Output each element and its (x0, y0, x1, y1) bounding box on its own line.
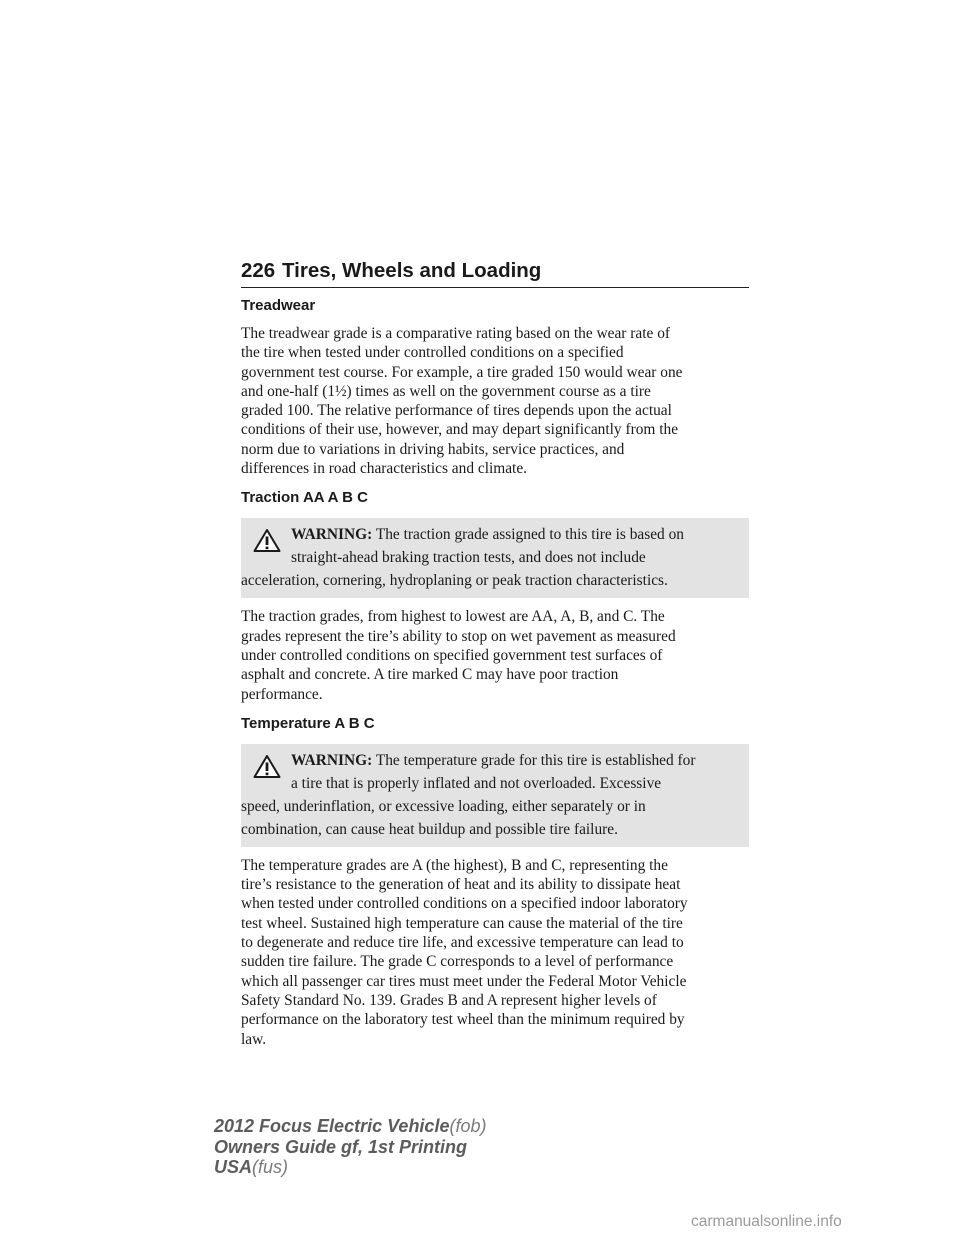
paragraph-line: graded 100. The relative performance of tires depends upon the actual (241, 402, 672, 420)
header-rule (241, 287, 749, 288)
temperature-heading: Temperature A B C (241, 714, 375, 732)
temperature-warning-box (241, 744, 749, 847)
warning-line: a tire that is properly inflated and not overloaded. Excessive (291, 774, 662, 792)
warning-line: acceleration, cornering, hydroplaning or peak traction characteristics. (241, 572, 668, 590)
paragraph-line: asphalt and concrete. A tire marked C may have poor traction (241, 666, 619, 684)
footer-line: Owners Guide gf, 1st Printing (214, 1136, 468, 1157)
section-title: Tires, Wheels and Loading (282, 259, 542, 282)
paragraph-line: law. (241, 1030, 267, 1048)
warning-label: WARNING: (291, 526, 373, 544)
traction-warning-box (241, 518, 749, 598)
paragraph-line: tire’s resistance to the generation of heat and its ability to dissipate heat (241, 876, 681, 894)
paragraph-line: government test course. For example, a tire graded 150 would wear one (241, 363, 683, 381)
page-header (241, 257, 749, 287)
warning-line: straight-ahead braking traction tests, and does not include (291, 549, 646, 567)
footer-line: USA(fus) (214, 1157, 289, 1177)
paragraph-line: test wheel. Sustained high temperature can cause the material of the tire (241, 914, 683, 932)
warning-line: speed, underinflation, or excessive loading, either separately or in (241, 797, 646, 815)
page-number: 226 (241, 259, 276, 282)
warning-line: combination, can cause heat buildup and possible tire failure. (241, 820, 618, 838)
warning-triangle-icon (253, 528, 281, 553)
footer-line: 2012 Focus Electric Vehicle(fob) (214, 1116, 487, 1136)
paragraph-line: The traction grades, from highest to lowest are AA, A, B, and C. The (241, 608, 665, 626)
paragraph-line: sudden tire failure. The grade C corresponds to a level of performance (241, 953, 674, 971)
traction-paragraph (241, 607, 749, 703)
warning-triangle-icon (253, 754, 281, 779)
page-content (241, 296, 749, 1049)
paragraph-line: The temperature grades are A (the highest), B and C, representing the (241, 856, 668, 874)
paragraph-line: when tested under controlled conditions on a specified indoor laboratory (241, 895, 688, 913)
temperature-paragraph (241, 856, 749, 1049)
document-footer (214, 1116, 486, 1178)
paragraph-line: which all passenger car tires must meet under the Federal Motor Vehicle (241, 972, 687, 990)
paragraph-line: and one-half (1½) times as well on the government course as a tire (241, 382, 651, 400)
paragraph-line: Safety Standard No. 139. Grades B and A represent higher levels of (241, 991, 657, 1009)
warning-label: WARNING: (291, 751, 373, 769)
warning-line: WARNING: The traction grade assigned to this tire is based on (291, 526, 684, 544)
paragraph-line: under controlled conditions on specified government test surfaces of (241, 646, 663, 664)
paragraph-line: grades represent the tire’s ability to stop on wet pavement as measured (241, 627, 676, 645)
paragraph-line: performance. (241, 685, 323, 703)
paragraph-line: norm due to variations in driving habits, service practices, and (241, 440, 625, 458)
paragraph-line: the tire when tested under controlled conditions on a specified (241, 344, 624, 362)
treadwear-heading: Treadwear (241, 297, 316, 314)
watermark-link[interactable]: carmanualsonline.info (691, 1213, 842, 1230)
paragraph-line: to degenerate and reduce tire life, and excessive temperature can lead to (241, 934, 684, 952)
paragraph-line: conditions of their use, however, and may depart significantly from the (241, 421, 679, 439)
warning-line: WARNING: The temperature grade for this tire is established for (291, 751, 696, 769)
paragraph-line: differences in road characteristics and climate. (241, 460, 528, 478)
paragraph-line: performance on the laboratory test wheel than the minimum required by (241, 1011, 685, 1029)
treadwear-paragraph (241, 324, 749, 478)
traction-heading: Traction AA A B C (241, 489, 368, 507)
paragraph-line: The treadwear grade is a comparative rating based on the wear rate of (241, 325, 671, 342)
